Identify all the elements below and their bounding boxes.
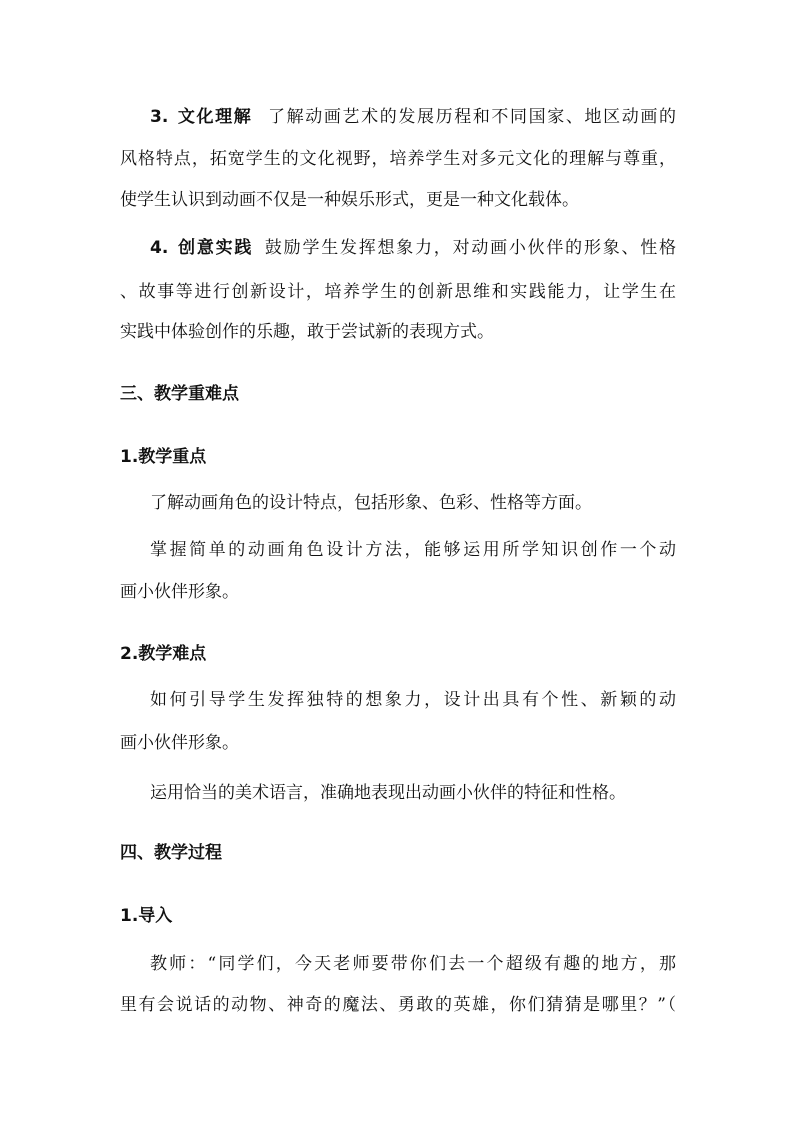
item-3-line-2: 风格特点，拓宽学生的文化视野，培养学生对多元文化的理解与尊重， [120,149,676,169]
key-points-p1: 了解动画角色的设计特点，包括形象、色彩、性格等方面。 [150,493,592,513]
item-4-text-1: 鼓励学生发挥想象力，对动画小伙伴的形象、性格 [263,238,677,258]
item-3-number: 3. [150,107,169,127]
item-3-title: 文化理解 [176,107,253,127]
section-3-heading: 三、教学重难点 [120,384,239,404]
difficult-points-p1-line-2: 画小伙伴形象。 [120,733,239,753]
intro-line-1: 教师：“同学们，今天老师要带你们去一个超级有趣的地方，那 [150,954,676,974]
difficult-points-p2: 运用恰当的美术语言，准确地表现出动画小伙伴的特征和性格。 [150,783,626,803]
item-4-line-3: 实践中体验创作的乐趣，敢于尝试新的表现方式。 [120,322,494,342]
intro-line-2: 里有会说话的动物、神奇的魔法、勇敢的英雄，你们猜猜是哪里？”（ [120,995,676,1015]
item-3-line-1 [150,106,676,128]
key-points-p2-line-2: 画小伙伴形象。 [120,582,239,602]
item-4-number: 4. [150,238,169,258]
key-points-heading: 1.教学重点 [120,447,207,467]
section-4-heading: 四、教学过程 [120,843,222,863]
difficult-points-heading: 2.教学难点 [120,644,207,664]
intro-heading: 1.导入 [120,906,173,926]
item-4-line-1 [150,237,676,259]
item-4-line-2: 、故事等进行创新设计，培养学生的创新思维和实践能力，让学生在 [120,282,676,302]
item-4-title: 创意实践 [176,238,254,258]
item-3-line-3: 使学生认识到动画不仅是一种娱乐形式，更是一种文化载体。 [120,190,579,210]
difficult-points-p1-line-1: 如何引导学生发挥独特的想象力，设计出具有个性、新颖的动 [150,690,676,710]
key-points-p2-line-1: 掌握简单的动画角色设计方法，能够运用所学知识创作一个动 [150,540,676,560]
item-3-text-1: 了解动画艺术的发展历程和不同国家、地区动画的 [266,107,676,127]
